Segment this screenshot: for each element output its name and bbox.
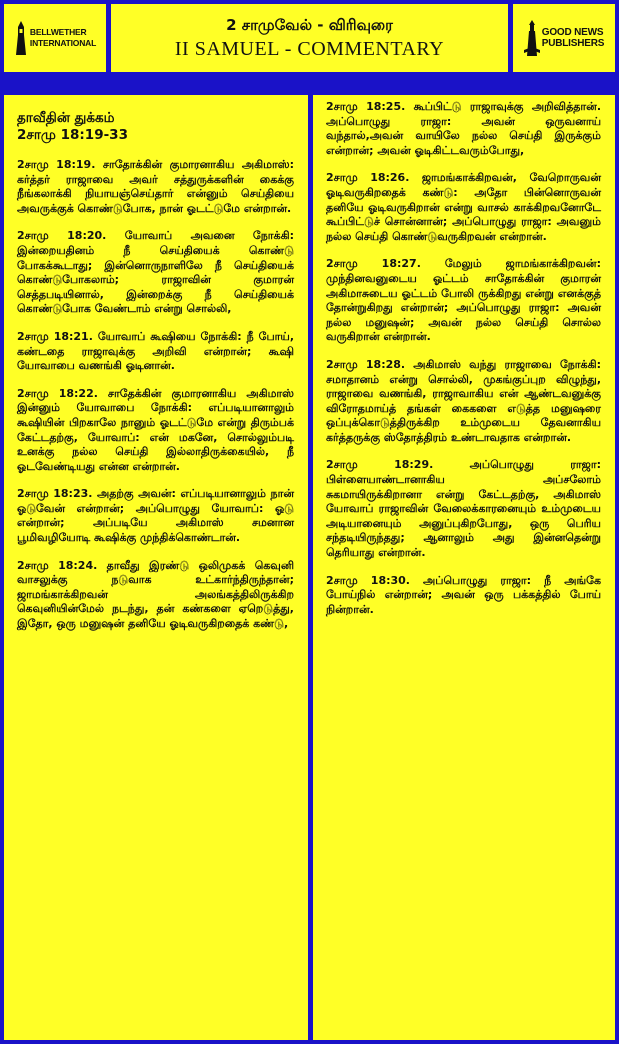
verse-18-21: 2சாமு 18:21. யோவாப் கூஷியை நோக்கி: நீ போய், கண்டதை ராஜாவுக்கு அறிவி என்றான்; கூஷி யோவாபை வணங்கி ஓடினான். bbox=[17, 329, 294, 373]
verse-18-29: 2சாமு 18:29. அப்பொழுது ராஜா: பிள்ளையாண்டானாகிய அப்சலோம் சுகமாயிருக்கிறானா என்று கேட்டதற்கு, அகிமாஸ் யோவாப் ராஜாவின் வேலைக்காரனையும் உம்முடைய அடியானையும் அனுப்புகிறபோது, ஒரு பெரிய சந்தடியிருந்தது; ஆனாலும் அது இன்னதென்று தெரியாது என்றான். bbox=[326, 458, 601, 560]
verse-18-23: 2சாமு 18:23. அதற்கு அவன்: எப்படியானாலும் நான் ஓடுவேன் என்றான்; அப்பொழுது யோவாப்: ஓடு என்றான்; அப்படியே அகிமாஸ் சமனான பூமிவழியோடி கூஷிக்கு முந்திக்கொண்டான். bbox=[17, 487, 294, 545]
good-news-logo-text bbox=[542, 27, 604, 49]
verse-18-25: 2சாமு 18:25. கூப்பிட்டு ராஜாவுக்கு அறிவித்தான். அப்பொழுது ராஜா: அவன் ஒருவனாய் வந்தால்,அவன் வாயிலே நல்ல செய்தி இருக்கும் என்றான்; அவன் ஓடிகிட்டவரும்போது, bbox=[326, 100, 601, 157]
verse-18-26: 2சாமு 18:26. ஜாமங்காக்கிறவன், வேறொருவன் ஓடிவருகிறதைக் கண்டு: அதோ பின்னொருவன் தனியே ஓடிவருகிறான் என்று வாசல் காக்கிறவனோடே கூப்பிட்டுச் சொன்னான்; அப்பொழுது ராஜா: அவனும் நல்ல செய்தி கொண்டுவருகிறவன் என்றான். bbox=[326, 171, 601, 243]
page-title-english: II SAMUEL - COMMENTARY bbox=[174, 37, 445, 60]
section-heading bbox=[17, 110, 294, 144]
page-title-tamil: 2 சாமுவேல் - விரிவுரை bbox=[226, 15, 393, 34]
right-logo-line2: PUBLISHERS bbox=[541, 38, 605, 49]
verse-18-24: 2சாமு 18:24. தாவீது இரண்டு ஒலிமுகக் கெவுனி வாசலுக்கு நடுவாக உட்கார்ந்திருந்தான்; ஜாமங்காக்கிறவன் அலங்கத்திலிருக்கிற கெவுனியின்மேல் நடந்து, தன் கண்களை ஏறெடுத்து, இதோ, ஒரு மனுஷன் தனியே ஓடிவருகிறதைக் கண்டு, bbox=[17, 558, 294, 631]
right-logo-box bbox=[513, 4, 615, 72]
title-box bbox=[111, 4, 508, 72]
verse-18-30: 2சாமு 18:30. அப்பொழுது ராஜா: நீ அங்கே போய்நில் என்றான்; அவன் ஒரு பக்கத்தில் போய் நின்றான். bbox=[326, 573, 601, 616]
bellwether-logo-text bbox=[30, 27, 96, 49]
verse-18-22: 2சாமு 18:22. சாதேக்கின் குமாரனாகிய அகிமாஸ் இன்னும் யோவாபை நோக்கி: எப்படியானாலும் கூஷியின் பிறகாலே நானும் ஓடட்டுமே என்று திரும்பக் கேட்டதற்கு, யோவாப்: என் மகனே, சொல்லும்படி உனக்கு நல்ல செய்தி இல்லாதிருக்கையில், நீ ஓடவேண்டியது என்ன என்றான். bbox=[17, 386, 294, 473]
verse-18-20: 2சாமு 18:20. யோவாப் அவனை நோக்கி: இன்றையதினம் நீ செய்தியைக் கொண்டு போகக்கூடாது; இன்னொருநாளிலே நீ செய்தியைக் கொண்டுபோகலாம்; ராஜாவின் குமாரன் செத்தபடியினால், இன்றைக்கு நீ செய்தியைக் கொண்டுபோக வேண்டாம் என்று சொல்லி, bbox=[17, 229, 294, 316]
book-tower-icon bbox=[524, 20, 540, 56]
section-reference: 2சாமு 18:19-33 bbox=[17, 127, 128, 143]
left-column bbox=[4, 95, 308, 1040]
section-title: தாவீதின் துக்கம் bbox=[17, 110, 115, 126]
left-logo-line2: INTERNATIONAL bbox=[29, 38, 97, 48]
verse-18-27: 2சாமு 18:27. மேலும் ஜாமங்காக்கிறவன்: முந்தினவனுடைய ஓட்டம் சாதோக்கின் குமாரன் அகிமாசுடைய ஓட்டம் போலி ருக்கிறது என்று எனக்குத் தோன்றுகிறது என்றான்; அப்பொழுது ராஜா: அவன் நல்ல மனுஷன்; அவன் நல்ல செய்தி சொல்ல வருகிறான் என்றான். bbox=[326, 257, 601, 344]
verse-18-28: 2சாமு 18:28. அகிமாஸ் வந்து ராஜாவை நோக்கி: சமாதானம் என்று சொல்லி, முகங்குப்புற விழுந்து, ராஜாவை வணங்கி, ராஜாவாகிய என் ஆண்டவனுக்கு விரோதமாய்த் தங்கள் கைகளை எடுத்த மனுஷரை ஒப்புக்கொடுத்திருக்கிற உம்முடைய தேவனாகிய கர்த்தருக்கு ஸ்தோத்திரம் உண்டாவதாக என்றான். bbox=[326, 357, 601, 444]
verse-18-19: 2சாமு 18:19. சாதோக்கின் குமாரனாகிய அகிமாஸ்: கர்த்தர் ராஜாவை அவர் சத்துருக்களின் கைக்கு நீங்கலாக்கி நியாயஞ்செய்தார் என்னும் செய்தியை அவருக்குக் கொண்டுபோக, நான் ஓடட்டுமே என்றான். bbox=[17, 158, 294, 215]
right-logo-line1: GOOD NEWS bbox=[541, 27, 604, 38]
bell-tower-icon bbox=[14, 21, 28, 55]
left-logo-line1: BELLWETHER bbox=[29, 27, 87, 37]
right-column bbox=[313, 95, 615, 1040]
left-logo-box bbox=[4, 4, 106, 72]
